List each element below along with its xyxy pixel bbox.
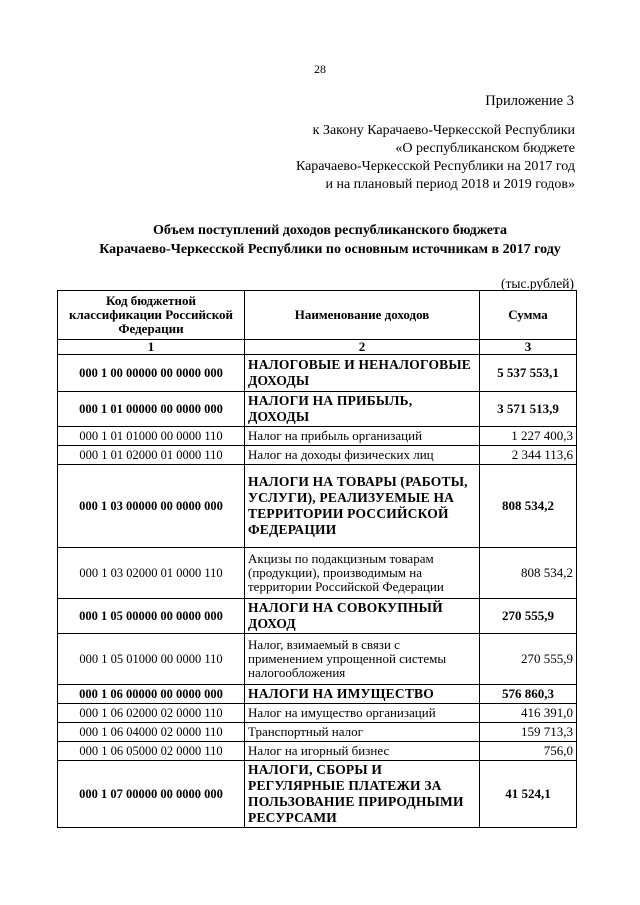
row-name: Налог, взимаемый в связи с применением упрощенной системы налогообложения xyxy=(245,634,480,685)
row-code: 000 1 00 00000 00 0000 000 xyxy=(58,355,245,392)
row-sum: 808 534,2 xyxy=(480,548,577,599)
law-reference-line: к Закону Карачаево-Черкесской Республики xyxy=(312,123,575,138)
table-row xyxy=(58,634,577,685)
table-row xyxy=(58,465,577,548)
table-row xyxy=(58,599,577,634)
row-name: НАЛОГОВЫЕ И НЕНАЛОГОВЫЕ ДОХОДЫ xyxy=(245,355,480,392)
row-name: Налог на прибыль организаций xyxy=(245,427,480,446)
row-name: Акцизы по подакцизным товарам (продукции), производимым на территории Российской Федерации xyxy=(245,548,480,599)
row-name: Налог на имущество организаций xyxy=(245,704,480,723)
header-name: Наименование доходов xyxy=(245,291,480,340)
row-code: 000 1 03 00000 00 0000 000 xyxy=(58,465,245,548)
row-code: 000 1 03 02000 01 0000 110 xyxy=(58,548,245,599)
row-sum: 270 555,9 xyxy=(480,634,577,685)
row-code: 000 1 06 05000 02 0000 110 xyxy=(58,742,245,761)
row-sum: 756,0 xyxy=(480,742,577,761)
row-code: 000 1 05 00000 00 0000 000 xyxy=(58,599,245,634)
law-reference-line: «О республиканском бюджете xyxy=(395,141,575,156)
row-sum: 416 391,0 xyxy=(480,704,577,723)
table-row xyxy=(58,685,577,704)
column-number: 2 xyxy=(245,340,480,355)
row-name: НАЛОГИ НА ТОВАРЫ (РАБОТЫ, УСЛУГИ), РЕАЛИЗУЕМЫЕ НА ТЕРРИТОРИИ РОССИЙСКОЙ ФЕДЕРАЦИИ xyxy=(245,465,480,548)
row-sum: 1 227 400,3 xyxy=(480,427,577,446)
header-sum: Сумма xyxy=(480,291,577,340)
column-number: 1 xyxy=(58,340,245,355)
row-name: НАЛОГИ, СБОРЫ И РЕГУЛЯРНЫЕ ПЛАТЕЖИ ЗА ПОЛЬЗОВАНИЕ ПРИРОДНЫМИ РЕСУРСАМИ xyxy=(245,761,480,828)
column-number: 3 xyxy=(480,340,577,355)
law-reference-line: Карачаево-Черкесской Республики на 2017 год xyxy=(295,159,575,174)
header-code: Код бюджетной классификации Российской Федерации xyxy=(58,291,245,340)
table-row xyxy=(58,427,577,446)
table-row xyxy=(58,355,577,392)
row-sum: 808 534,2 xyxy=(480,465,577,548)
document-title-line: Карачаево-Черкесской Республики по основным источникам в 2017 году xyxy=(99,242,561,257)
table-row xyxy=(58,548,577,599)
row-sum: 3 571 513,9 xyxy=(480,392,577,427)
document-title xyxy=(60,221,600,259)
row-name: Транспортный налог xyxy=(245,723,480,742)
row-sum: 2 344 113,6 xyxy=(480,446,577,465)
row-name: Налог на игорный бизнес xyxy=(245,742,480,761)
row-code: 000 1 06 02000 02 0000 110 xyxy=(58,704,245,723)
table-row xyxy=(58,392,577,427)
row-code: 000 1 01 00000 00 0000 000 xyxy=(58,392,245,427)
revenue-table xyxy=(57,290,577,828)
document-title-line: Объем поступлений доходов республиканского бюджета xyxy=(153,223,507,238)
row-name: Налог на доходы физических лиц xyxy=(245,446,480,465)
table-row xyxy=(58,742,577,761)
row-sum: 159 713,3 xyxy=(480,723,577,742)
column-number-row xyxy=(58,340,577,355)
table-header-row xyxy=(58,291,577,340)
table-row xyxy=(58,704,577,723)
table-row xyxy=(58,446,577,465)
table-row xyxy=(58,723,577,742)
row-code: 000 1 05 01000 00 0000 110 xyxy=(58,634,245,685)
units-label: (тыс.рублей) xyxy=(501,276,574,291)
table-row xyxy=(58,761,577,828)
row-name: НАЛОГИ НА ПРИБЫЛЬ, ДОХОДЫ xyxy=(245,392,480,427)
row-sum: 270 555,9 xyxy=(480,599,577,634)
row-sum: 41 524,1 xyxy=(480,761,577,828)
row-sum: 576 860,3 xyxy=(480,685,577,704)
annex-title: Приложение 3 xyxy=(485,93,574,109)
row-name: НАЛОГИ НА СОВОКУПНЫЙ ДОХОД xyxy=(245,599,480,634)
table-body xyxy=(58,355,577,828)
row-name: НАЛОГИ НА ИМУЩЕСТВО xyxy=(245,685,480,704)
row-code: 000 1 06 04000 02 0000 110 xyxy=(58,723,245,742)
row-code: 000 1 07 00000 00 0000 000 xyxy=(58,761,245,828)
row-code: 000 1 01 02000 01 0000 110 xyxy=(58,446,245,465)
law-reference xyxy=(296,122,575,194)
row-sum: 5 537 553,1 xyxy=(480,355,577,392)
page-number: 28 xyxy=(314,62,326,76)
row-code: 000 1 06 00000 00 0000 000 xyxy=(58,685,245,704)
law-reference-line: и на плановый период 2018 и 2019 годов» xyxy=(325,177,575,192)
row-code: 000 1 01 01000 00 0000 110 xyxy=(58,427,245,446)
